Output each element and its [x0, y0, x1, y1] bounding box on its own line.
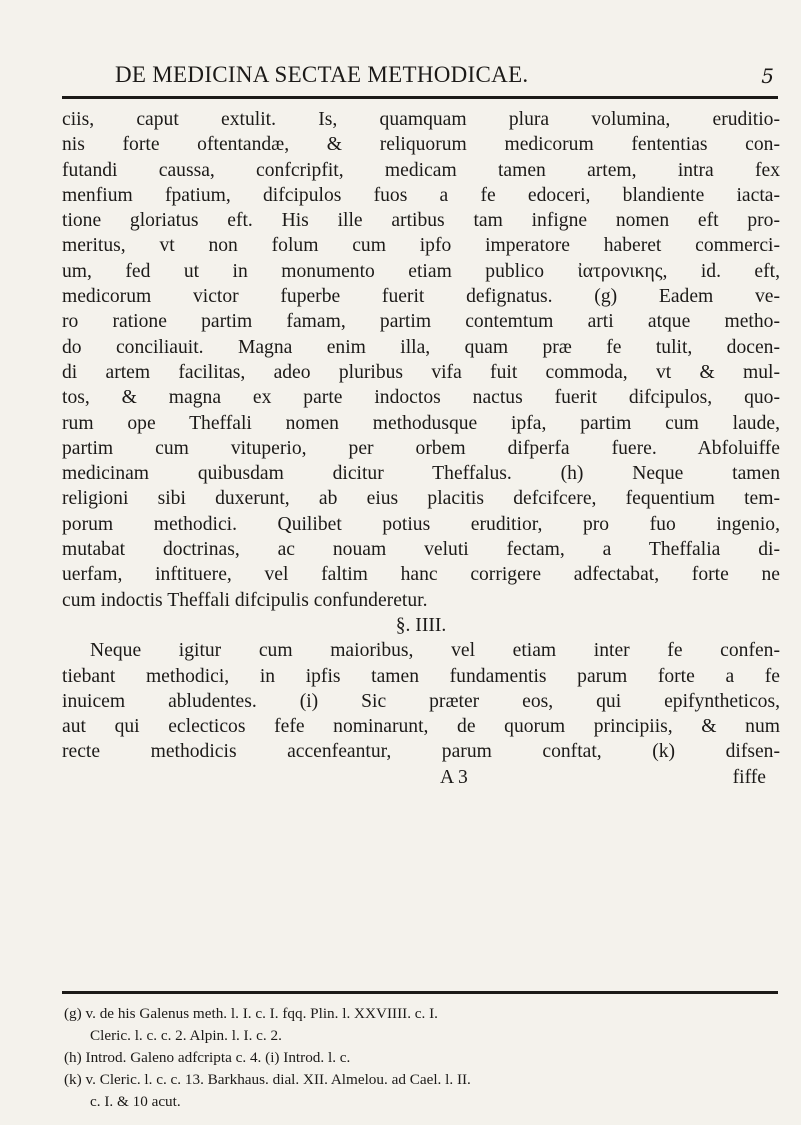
text-line: aut qui eclecticos fefe nominarunt, de quorum principiis, & num: [62, 716, 780, 738]
page-number: 5: [761, 64, 774, 88]
text-line: do conciliauit. Magna enim illa, quam præ fe tulit, docen-: [62, 336, 780, 358]
text-line: cum indoctis Theffali difcipulis confunderetur.: [62, 589, 428, 611]
text-line: recte methodicis accenfeantur, parum conftat, (k) difsen-: [62, 741, 780, 763]
main-text: [62, 107, 780, 790]
text-line: porum methodici. Quilibet potius eruditior, pro fuo ingenio,: [62, 513, 780, 535]
text-line: religioni sibi duxerunt, ab eius placitis defcifcere, fequentium tem-: [62, 488, 780, 510]
footnotes: [64, 1003, 780, 1113]
catchword: fiffe: [732, 766, 766, 788]
text-line: ro ratione partim famam, partim contemtum arti atque metho-: [62, 311, 780, 333]
footnote-line: Cleric. l. c. c. 2. Alpin. l. I. c. 2.: [90, 1027, 282, 1044]
text-line: rum ope Theffali nomen methodusque ipfa, partim cum laude,: [62, 412, 780, 434]
footnote-rule: [62, 991, 778, 994]
signature-mark: A 3: [440, 766, 468, 788]
header-rule: [62, 96, 778, 99]
footnote-line: c. I. & 10 acut.: [90, 1093, 181, 1110]
text-line: menfium fpatium, difcipulos fuos a fe edoceri, blandiente iacta-: [62, 184, 780, 206]
text-line: di artem facilitas, adeo pluribus vifa fuit commoda, vt & mul-: [62, 361, 780, 383]
text-line: meritus, vt non folum cum ipfo imperatore haberet commerci-: [62, 235, 780, 257]
text-line: tos, & magna ex parte indoctos nactus fuerit difcipulos, quo-: [62, 387, 780, 409]
text-line: nis forte oftentandæ, & reliquorum medicorum fententias con-: [62, 134, 780, 156]
page-header: [60, 62, 780, 96]
text-line: uerfam, inftituere, vel faltim hanc corrigere adfectabat, forte ne: [62, 564, 780, 586]
section-heading: §. IIII.: [395, 614, 447, 636]
footnote-line: (k) v. Cleric. l. c. c. 13. Barkhaus. dial. XII. Almelou. ad Cael. l. II.: [64, 1071, 471, 1088]
text-line: medicinam quibusdam dicitur Theffalus. (h) Neque tamen: [62, 463, 780, 485]
text-line: partim cum vituperio, per orbem difperfa fuere. Abfoluiffe: [62, 437, 780, 459]
footnote-line: (h) Introd. Galeno adfcripta c. 4. (i) Introd. l. c.: [64, 1049, 351, 1066]
signature-line: [62, 765, 780, 790]
text-line: futandi caussa, confcripfit, medicam tamen artem, intra fex: [62, 159, 780, 181]
text-line: inuicem abludentes. (i) Sic præter eos, qui epifyntheticos,: [62, 690, 780, 712]
text-line: tione gloriatus eft. His ille artibus tam infigne nomen eft pro-: [62, 210, 780, 232]
text-line: medicorum victor fuperbe fuerit defignatus. (g) Eadem ve-: [62, 286, 780, 308]
running-title: DE MEDICINA SECTAE METHODICAE.: [115, 62, 529, 87]
text-line: mutabat doctrinas, ac nouam veluti fectam, a Theffalia di-: [62, 539, 780, 561]
footnote-line: (g) v. de his Galenus meth. l. I. c. I. fqq. Plin. l. XXVIIII. c. I.: [64, 1005, 438, 1022]
text-line: ciis, caput extulit. Is, quamquam plura volumina, eruditio-: [62, 109, 780, 130]
text-line: um, fed ut in monumento etiam publico ἰατρονικης, id. eft,: [62, 260, 780, 282]
text-line: Neque igitur cum maioribus, vel etiam inter fe confen-: [90, 640, 780, 662]
text-line: tiebant methodici, in ipfis tamen fundamentis parum forte a fe: [62, 665, 780, 687]
